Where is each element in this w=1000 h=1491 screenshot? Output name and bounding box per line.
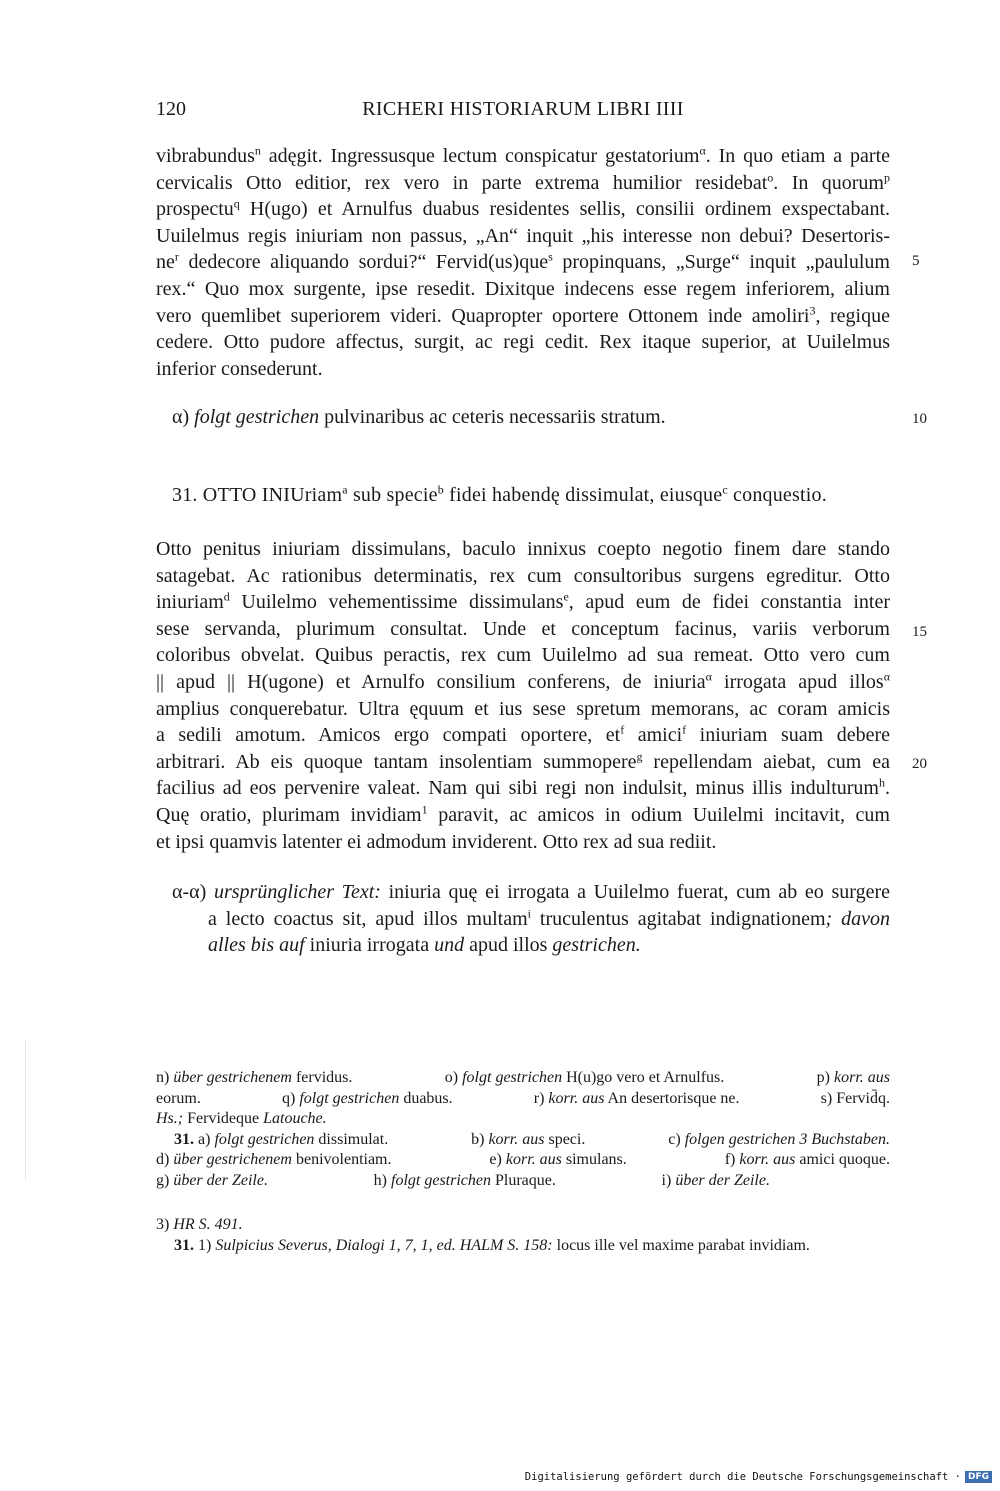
text-segment: , regique <box>815 304 890 327</box>
footnote-p-cont: eorum. <box>156 1089 201 1107</box>
text-line <box>156 303 890 330</box>
note2-text-2b: truculentus agitabat indignationem <box>531 907 826 930</box>
text-line <box>156 536 890 563</box>
footnote-31b: b) korr. aus speci. <box>471 1130 586 1148</box>
text-segment: prospectu <box>156 198 234 221</box>
text-segment: inferior consederunt. <box>156 357 323 380</box>
source-footnotes <box>156 1215 890 1256</box>
text-segment: dedecore aliquando sordui?“ Fervid(us)que <box>178 251 549 274</box>
text-segment: irrogata apud illos <box>711 670 884 693</box>
text-segment: vibrabundus <box>156 145 255 167</box>
text-paragraph-2 <box>156 536 890 855</box>
footnote-row-2 <box>156 1089 890 1110</box>
note-text: pulvinaribus ac ceteris necessariis stratum. <box>319 406 666 428</box>
text-line <box>156 223 890 250</box>
footnote-row-4 <box>156 1130 890 1151</box>
note2-line-3 <box>172 932 890 959</box>
text-segment: Uuilelmo vehementissime dissimulans <box>229 591 564 614</box>
text-line <box>156 196 890 223</box>
text-segment: rex.“ Quo mox surgente, ipse resedit. Dixitque indecens esse regem inferiorem, alium <box>156 277 890 300</box>
heading-siglum: c <box>722 482 728 497</box>
note2-italic-3a: alles bis auf <box>208 934 305 957</box>
text-line <box>156 563 890 590</box>
text-segment: Uuilelmus regis iniuriam non passus, „An“ inquit „his interesse non debui? Desertoris- <box>156 224 890 247</box>
note2-line-2 <box>172 906 890 933</box>
superscript-siglum: r <box>174 249 179 264</box>
footnote-s: s) Fervid̄q. <box>820 1089 890 1107</box>
text-line <box>156 143 890 170</box>
line-number-20: 20 <box>912 756 927 772</box>
text-segment: satagebat. Ac rationibus determinatis, rex cum consultoribus surgens egreditur. Otto <box>156 564 890 587</box>
footnote-31g: g) über der Zeile. <box>156 1171 268 1189</box>
text-line <box>156 170 890 197</box>
line-number-15: 15 <box>912 624 927 640</box>
text-segment: . In quorum <box>773 171 884 194</box>
text-line <box>156 249 890 276</box>
note2-italic-1: ursprünglicher Text: <box>213 881 381 903</box>
running-header <box>156 98 890 128</box>
text-segment: a sedili amotum. Amicos ergo compati oportere, et <box>156 724 621 747</box>
text-segment: cedere. Otto pudore affectus, surgit, ac regi cedit. Rex itaque superior, at Uuilelmus <box>156 331 890 354</box>
text-segment: et ipsi quamvis latenter ei admodum inviderent. Otto rex ad sua rediit. <box>156 830 717 853</box>
note-italic: folgt gestrichen <box>194 406 320 428</box>
text-segment: . <box>885 777 890 800</box>
digitization-credit <box>525 1471 992 1483</box>
line-number-5: 5 <box>912 253 920 269</box>
superscript-siglum: h <box>879 775 885 790</box>
footnote-31h: h) folgt gestrichen Pluraque. <box>373 1171 556 1189</box>
superscript-siglum: n <box>254 143 261 158</box>
footnote-row-1 <box>156 1068 890 1089</box>
footnote-o: o) folgt gestrichen H(u)go vero et Arnulfus. <box>444 1069 725 1086</box>
superscript-siglum: 1 <box>421 802 428 817</box>
footnote-q: q) folgt gestrichen duabus. <box>282 1089 453 1107</box>
text-line <box>156 749 890 776</box>
note2-line-1 <box>172 879 890 906</box>
footnote-31e: e) korr. aus simulans. <box>489 1151 627 1169</box>
footnote-31i: i) über der Zeile. <box>661 1171 770 1189</box>
text-line <box>156 276 890 303</box>
footnote-row-5 <box>156 1150 890 1171</box>
text-segment: repellendam aiebat, cum ea <box>642 750 890 773</box>
superscript-siglum: p <box>883 169 890 184</box>
line-number-10: 10 <box>912 411 927 427</box>
footnote-31f: f) korr. aus amici quoque. <box>724 1151 890 1169</box>
text-segment: propinquans, „Surge“ inquit „paululum <box>552 251 890 274</box>
text-segment: coloribus obvelat. Quibus peractis, rex cum Uuilelmo ad sua remeat. Otto vero cum <box>156 644 890 667</box>
text-segment: cervicalis Otto editior, rex vero in parte extrema humilior residebat <box>156 171 768 194</box>
text-segment: adęgit. Ingressusque lectum conspicatur gestatorium <box>260 145 700 167</box>
text-line <box>156 356 890 383</box>
text-segment: , apud eum de fidei constantia inter <box>568 591 890 614</box>
text-segment: ne <box>156 251 175 274</box>
text-segment: iniuriam suam debere <box>686 724 890 747</box>
superscript-siglum: f <box>620 722 625 737</box>
footnote-p: p) korr. aus <box>816 1069 890 1086</box>
source-row-2 <box>156 1236 890 1257</box>
superscript-siglum: α <box>705 669 712 684</box>
dfg-logo: DFG <box>965 1471 992 1483</box>
note2-sup: i <box>527 905 531 920</box>
note2-text-2a: a lecto coactus sit, apud illos multam <box>208 907 528 930</box>
note2-text-1: iniuria quę ei irrogata a Uuilelmo fuerat, cum ab eo surgere <box>380 881 890 903</box>
text-segment: Otto penitus iniuriam dissimulans, baculo innixus coepto negotio finem dare stando <box>156 538 890 560</box>
superscript-siglum: o <box>767 169 774 184</box>
superscript-siglum: 3 <box>809 302 816 317</box>
text-paragraph-1 <box>156 143 890 382</box>
text-segment: vero quemlibet superiorem videri. Quapropter oportere Ottonem inde amoliri <box>156 304 810 327</box>
source-row-1 <box>156 1215 890 1236</box>
chapter-heading <box>172 484 827 507</box>
text-segment: Quę oratio, plurimam invidiam <box>156 803 422 826</box>
text-line <box>156 589 890 616</box>
text-segment: || apud || H(ugone) et Arnulfo consilium conferens, de iniuria <box>156 670 706 693</box>
note2-italic-3b: und <box>434 934 465 957</box>
footnote-row-6 <box>156 1171 890 1192</box>
superscript-siglum: e <box>563 589 569 604</box>
note2-italic-3c: gestrichen. <box>552 934 641 957</box>
note2-italic-2: ; davon <box>825 907 890 930</box>
text-segment: iniuriam <box>156 591 224 614</box>
text-segment: sese servanda, plurimum consultat. Unde et conceptum facinus, variis verborum <box>156 617 890 640</box>
footnote-row-3 <box>156 1109 890 1130</box>
superscript-siglum: q <box>233 196 240 211</box>
heading-segment: conquestio. <box>727 484 827 506</box>
text-line <box>156 669 890 696</box>
text-line <box>156 802 890 829</box>
superscript-siglum: α <box>883 669 890 684</box>
superscript-siglum: d <box>223 589 230 604</box>
footnote-r: r) korr. aus An desertorisque ne. <box>533 1089 740 1107</box>
heading-siglum: a <box>342 482 348 497</box>
critical-note-alpha <box>172 406 666 429</box>
superscript-siglum: s <box>548 249 553 264</box>
note-mark: α) <box>172 406 195 428</box>
superscript-siglum: α <box>699 143 706 158</box>
page-number: 120 <box>156 98 186 120</box>
text-line <box>156 696 890 723</box>
note2-text-3b: apud illos <box>464 934 553 957</box>
footnote-31a: 31. a) folgt gestrichen dissimulat. <box>174 1130 389 1148</box>
heading-siglum: b <box>437 482 444 497</box>
critical-note-alpha-alpha <box>172 879 890 959</box>
digitization-text: Digitalisierung gefördert durch die Deutsche Forschungsgemeinschaft · <box>524 1471 961 1483</box>
footnote-s-cont: Hs.; Fervideque Latouche. <box>156 1110 327 1128</box>
text-segment: . In quo etiam a parte <box>705 145 891 167</box>
text-line <box>156 616 890 643</box>
source-3: 3) HR S. 491. <box>156 1216 243 1233</box>
text-segment: paravit, ac amicos in odium Uuilelmi incitavit, cum <box>427 803 890 826</box>
text-line <box>156 722 890 749</box>
text-segment: H(ugo) et Arnulfus duabus residentes sellis, consilii ordinem exspectabant. <box>239 198 890 221</box>
running-title: RICHERI HISTORIARUM LIBRI IIII <box>362 98 684 120</box>
footnote-31d: d) über gestrichenem benivolentiam. <box>156 1151 392 1169</box>
text-line <box>156 642 890 669</box>
text-line <box>156 329 890 356</box>
text-line <box>156 829 890 856</box>
superscript-siglum: g <box>636 749 643 764</box>
heading-segment: 31. OTTO INIUriam <box>172 484 343 506</box>
footnote-31c: c) folgen gestrichen 3 Buchstaben. <box>668 1130 890 1148</box>
source-31-1: 31. 1) Sulpicius Severus, Dialogi 1, 7, 1, ed. HALM S. 158: locus ille vel maxime parabat invidiam. <box>174 1236 810 1254</box>
text-segment: facilius ad eos pervenire valeat. Nam qui sibi regi non indulsit, minus illis indulturum <box>156 777 879 800</box>
text-line <box>156 775 890 802</box>
heading-segment: sub specie <box>347 484 438 506</box>
text-segment: arbitrari. Ab eis quoque tantam insolentiam summopere <box>156 750 637 773</box>
superscript-siglum: f <box>682 722 687 737</box>
apparatus-footnotes <box>156 1068 890 1192</box>
note2-text-3a: iniuria irrogata <box>304 934 435 957</box>
heading-segment: fidei habendę dissimulat, eiusque <box>443 484 723 506</box>
text-segment: amplius conquerebatur. Ultra ęquum et ius sese spretum memorans, ac coram amicis <box>156 697 890 720</box>
note2-mark: α-α) <box>172 881 214 903</box>
scan-margin-line <box>25 1040 26 1180</box>
footnote-n: n) über gestrichenem fervidus. <box>156 1069 353 1086</box>
text-segment: amici <box>624 724 683 747</box>
